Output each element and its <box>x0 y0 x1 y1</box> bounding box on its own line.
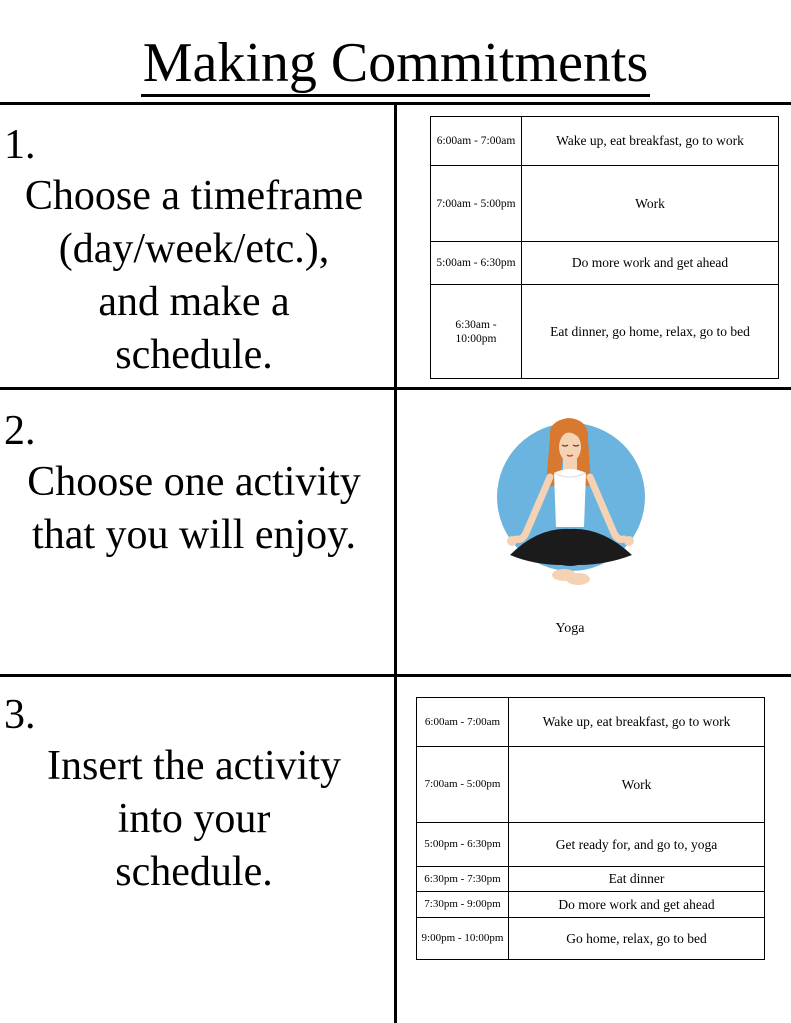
activity-cell: Wake up, eat breakfast, go to work <box>522 117 779 166</box>
activity-cell: Do more work and get ahead <box>522 242 779 285</box>
step-1-number: 1. <box>4 122 36 168</box>
table-row <box>417 892 765 918</box>
step-1-line: (day/week/etc.), <box>58 226 330 272</box>
activity-cell: Eat dinner <box>509 867 765 892</box>
table-row <box>417 747 765 823</box>
time-cell: 5:00pm - 6:30pm <box>417 823 509 867</box>
step-3-line: schedule. <box>115 849 273 895</box>
activity-cell: Get ready for, and go to, yoga <box>509 823 765 867</box>
time-cell: 7:30pm - 9:00pm <box>417 892 509 918</box>
divider-vertical <box>394 103 397 1023</box>
table-row <box>431 117 779 166</box>
table-row <box>431 242 779 285</box>
time-cell: 7:00am - 5:00pm <box>417 747 509 823</box>
time-cell: 6:30am - 10:00pm <box>431 285 522 379</box>
step-2-line: Choose one activity <box>27 459 361 505</box>
table-row <box>417 698 765 747</box>
time-cell: 6:30pm - 7:30pm <box>417 867 509 892</box>
table-row <box>417 918 765 960</box>
step-1-text <box>0 170 388 382</box>
table-row <box>431 285 779 379</box>
activity-cell: Work <box>509 747 765 823</box>
step-3-line: Insert the activity <box>47 743 341 789</box>
step-3-line: into your <box>117 796 271 842</box>
yoga-meditation-woman-icon <box>478 415 664 601</box>
step-2-line: that you will enjoy. <box>32 512 356 558</box>
schedule-table-original <box>430 116 779 379</box>
step-2-number: 2. <box>4 408 36 454</box>
time-cell: 7:00am - 5:00pm <box>431 166 522 242</box>
step-1-line: schedule. <box>115 332 273 378</box>
time-cell: 9:00pm - 10:00pm <box>417 918 509 960</box>
schedule-table-updated <box>416 697 765 960</box>
step-3-number: 3. <box>4 692 36 738</box>
activity-cell: Do more work and get ahead <box>509 892 765 918</box>
step-2-text <box>0 456 388 562</box>
table-row <box>417 867 765 892</box>
page-title: Making Commitments <box>0 28 791 98</box>
activity-cell: Go home, relax, go to bed <box>509 918 765 960</box>
step-1-line: and make a <box>98 279 290 325</box>
time-cell: 5:00am - 6:30pm <box>431 242 522 285</box>
activity-label: Yoga <box>555 621 585 636</box>
activity-cell: Eat dinner, go home, relax, go to bed <box>522 285 779 379</box>
activity-cell: Wake up, eat breakfast, go to work <box>509 698 765 747</box>
activity-cell: Work <box>522 166 779 242</box>
step-1-line: Choose a timeframe <box>24 173 364 219</box>
table-row <box>417 823 765 867</box>
time-cell: 6:00am - 7:00am <box>417 698 509 747</box>
step-3-text <box>0 740 388 899</box>
table-row <box>431 166 779 242</box>
time-cell: 6:00am - 7:00am <box>431 117 522 166</box>
